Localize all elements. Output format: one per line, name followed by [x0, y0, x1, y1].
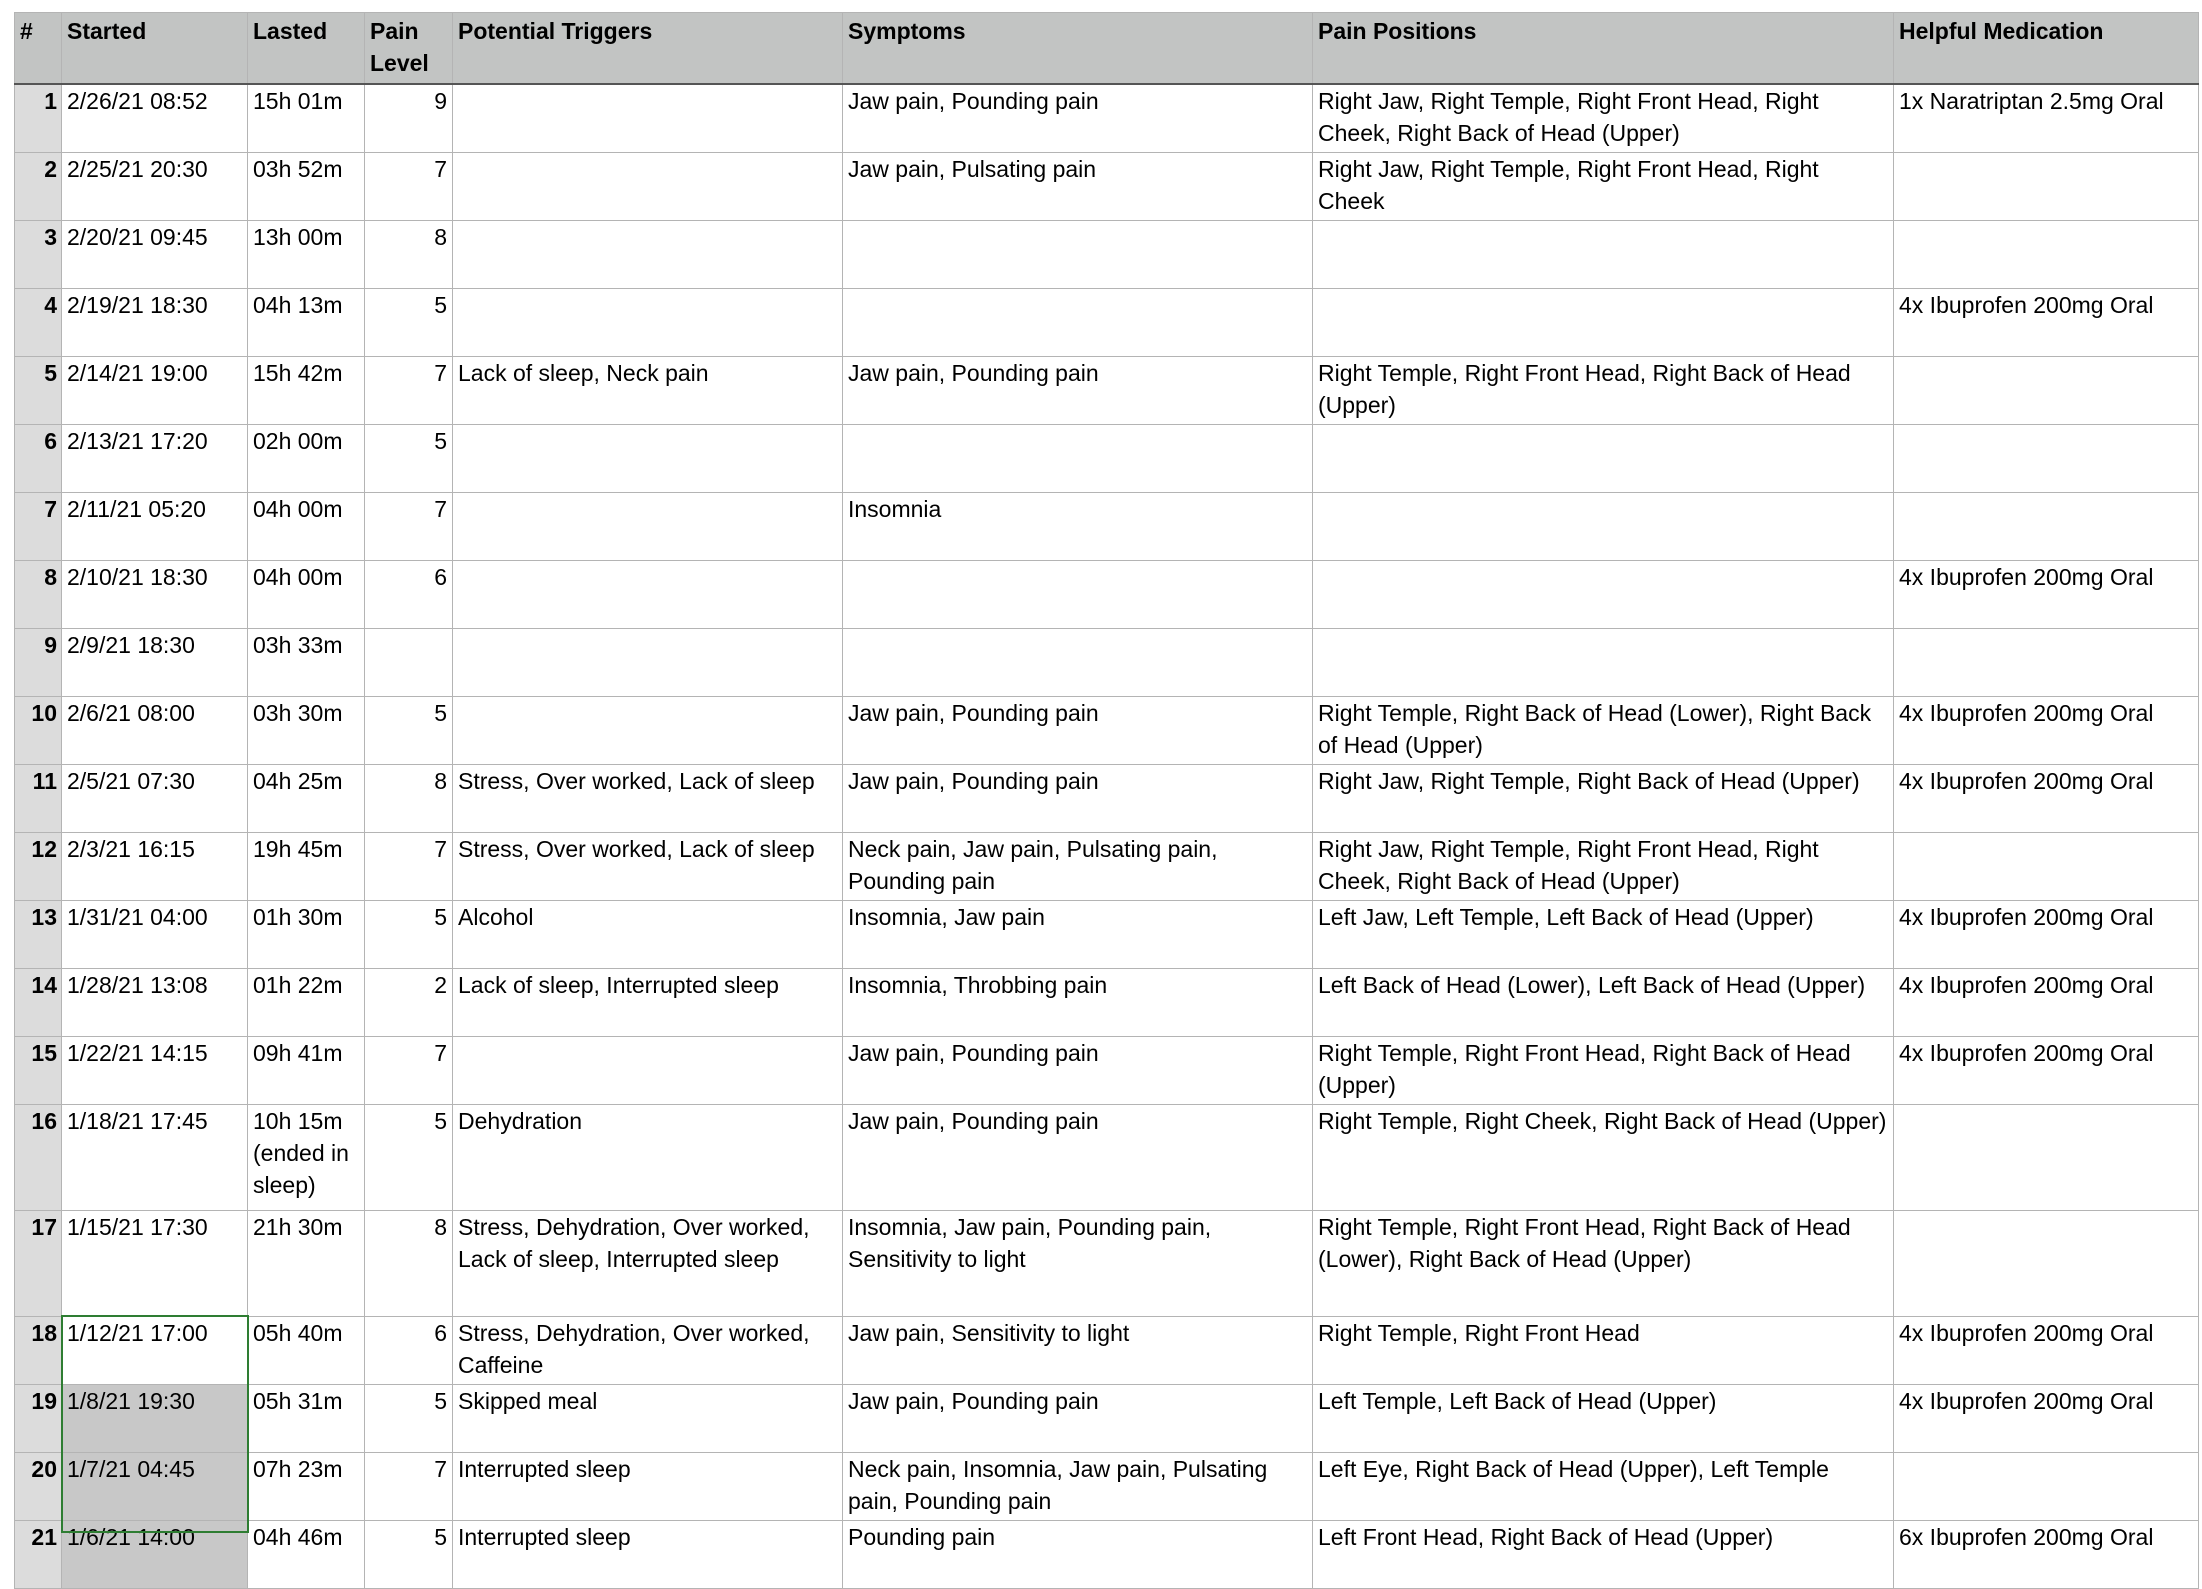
- medication-cell[interactable]: [1894, 832, 2199, 900]
- medication-cell[interactable]: 4x Ibuprofen 200mg Oral: [1894, 1036, 2199, 1104]
- medication-cell[interactable]: 6x Ibuprofen 200mg Oral: [1894, 1520, 2199, 1588]
- lasted-cell[interactable]: 09h 41m: [248, 1036, 365, 1104]
- row-number-cell[interactable]: 3: [15, 220, 62, 288]
- table-row[interactable]: [15, 560, 2199, 628]
- lasted-cell[interactable]: 03h 52m: [248, 152, 365, 220]
- column-header-potential-triggers[interactable]: Potential Triggers: [453, 13, 843, 85]
- pain-positions-cell[interactable]: [1313, 492, 1894, 560]
- started-cell[interactable]: 2/14/21 19:00: [62, 356, 248, 424]
- started-cell[interactable]: 1/18/21 17:45: [62, 1104, 248, 1210]
- row-number-cell[interactable]: 8: [15, 560, 62, 628]
- table-row[interactable]: [15, 424, 2199, 492]
- triggers-cell[interactable]: Dehydration: [453, 1104, 843, 1210]
- triggers-cell[interactable]: [453, 1036, 843, 1104]
- symptoms-cell[interactable]: [843, 560, 1313, 628]
- row-number-cell[interactable]: 18: [15, 1316, 62, 1384]
- pain-level-cell[interactable]: 5: [365, 1520, 453, 1588]
- pain-level-cell[interactable]: 5: [365, 1104, 453, 1210]
- medication-cell[interactable]: 4x Ibuprofen 200mg Oral: [1894, 560, 2199, 628]
- row-number-cell[interactable]: 4: [15, 288, 62, 356]
- pain-positions-cell[interactable]: Left Jaw, Left Temple, Left Back of Head (Upper): [1313, 900, 1894, 968]
- lasted-cell[interactable]: 19h 45m: [248, 832, 365, 900]
- started-cell[interactable]: 1/6/21 14:00: [62, 1520, 248, 1588]
- medication-cell[interactable]: 4x Ibuprofen 200mg Oral: [1894, 696, 2199, 764]
- started-cell[interactable]: 2/26/21 08:52: [62, 84, 248, 152]
- medication-cell[interactable]: 1x Naratriptan 2.5mg Oral: [1894, 84, 2199, 152]
- pain-level-cell[interactable]: 7: [365, 1452, 453, 1520]
- header-row: [15, 13, 2199, 85]
- lasted-cell[interactable]: 04h 00m: [248, 492, 365, 560]
- pain-level-cell[interactable]: 7: [365, 356, 453, 424]
- lasted-cell[interactable]: 04h 25m: [248, 764, 365, 832]
- table-row[interactable]: [15, 968, 2199, 1036]
- symptoms-cell[interactable]: Jaw pain, Sensitivity to light: [843, 1316, 1313, 1384]
- medication-cell[interactable]: [1894, 152, 2199, 220]
- started-cell[interactable]: 1/12/21 17:00: [62, 1316, 248, 1384]
- table-row[interactable]: [15, 1452, 2199, 1520]
- symptoms-cell[interactable]: [843, 220, 1313, 288]
- row-number-cell[interactable]: 9: [15, 628, 62, 696]
- started-cell[interactable]: 1/15/21 17:30: [62, 1210, 248, 1316]
- lasted-cell[interactable]: 01h 22m: [248, 968, 365, 1036]
- started-cell[interactable]: 2/6/21 08:00: [62, 696, 248, 764]
- symptoms-cell[interactable]: Jaw pain, Pounding pain: [843, 84, 1313, 152]
- table-row[interactable]: [15, 84, 2199, 152]
- triggers-cell[interactable]: [453, 152, 843, 220]
- triggers-cell[interactable]: [453, 628, 843, 696]
- started-cell[interactable]: 2/5/21 07:30: [62, 764, 248, 832]
- row-number-cell[interactable]: 21: [15, 1520, 62, 1588]
- pain-level-cell[interactable]: 5: [365, 1384, 453, 1452]
- medication-cell[interactable]: [1894, 628, 2199, 696]
- pain-level-cell[interactable]: 2: [365, 968, 453, 1036]
- symptoms-cell[interactable]: Insomnia, Jaw pain: [843, 900, 1313, 968]
- symptoms-cell[interactable]: Jaw pain, Pounding pain: [843, 356, 1313, 424]
- triggers-cell[interactable]: Stress, Over worked, Lack of sleep: [453, 832, 843, 900]
- started-cell[interactable]: 1/8/21 19:30: [62, 1384, 248, 1452]
- started-cell[interactable]: 2/10/21 18:30: [62, 560, 248, 628]
- triggers-cell[interactable]: [453, 560, 843, 628]
- lasted-cell[interactable]: 02h 00m: [248, 424, 365, 492]
- row-number-cell[interactable]: 12: [15, 832, 62, 900]
- triggers-cell[interactable]: Lack of sleep, Neck pain: [453, 356, 843, 424]
- medication-cell[interactable]: 4x Ibuprofen 200mg Oral: [1894, 288, 2199, 356]
- table-body: [15, 84, 2199, 1588]
- pain-positions-cell[interactable]: Right Jaw, Right Temple, Right Front Head, Right Cheek: [1313, 152, 1894, 220]
- table-row[interactable]: [15, 696, 2199, 764]
- row-number-cell[interactable]: 14: [15, 968, 62, 1036]
- triggers-cell[interactable]: [453, 84, 843, 152]
- pain-positions-cell[interactable]: [1313, 288, 1894, 356]
- column-header-started[interactable]: Started: [62, 13, 248, 85]
- triggers-cell[interactable]: [453, 696, 843, 764]
- symptoms-cell[interactable]: Jaw pain, Pounding pain: [843, 764, 1313, 832]
- table-row[interactable]: [15, 1210, 2199, 1316]
- started-cell[interactable]: 1/28/21 13:08: [62, 968, 248, 1036]
- symptoms-cell[interactable]: Pounding pain: [843, 1520, 1313, 1588]
- pain-positions-cell[interactable]: [1313, 424, 1894, 492]
- pain-positions-cell[interactable]: Right Temple, Right Front Head, Right Back of Head (Upper): [1313, 1036, 1894, 1104]
- started-cell[interactable]: 2/25/21 20:30: [62, 152, 248, 220]
- triggers-cell[interactable]: [453, 492, 843, 560]
- row-number-cell[interactable]: 15: [15, 1036, 62, 1104]
- started-cell[interactable]: 2/20/21 09:45: [62, 220, 248, 288]
- pain-level-cell[interactable]: 5: [365, 288, 453, 356]
- lasted-cell[interactable]: 21h 30m: [248, 1210, 365, 1316]
- spreadsheet-table: [14, 12, 2199, 1589]
- table-row[interactable]: [15, 900, 2199, 968]
- symptoms-cell[interactable]: Jaw pain, Pounding pain: [843, 1104, 1313, 1210]
- triggers-cell[interactable]: Lack of sleep, Interrupted sleep: [453, 968, 843, 1036]
- medication-cell[interactable]: [1894, 356, 2199, 424]
- started-cell[interactable]: 2/13/21 17:20: [62, 424, 248, 492]
- column-header-lasted[interactable]: Lasted: [248, 13, 365, 85]
- medication-cell[interactable]: [1894, 424, 2199, 492]
- row-number-cell[interactable]: 11: [15, 764, 62, 832]
- medication-cell[interactable]: [1894, 492, 2199, 560]
- table-row[interactable]: [15, 492, 2199, 560]
- row-number-cell[interactable]: 19: [15, 1384, 62, 1452]
- triggers-cell[interactable]: Alcohol: [453, 900, 843, 968]
- triggers-cell[interactable]: Interrupted sleep: [453, 1520, 843, 1588]
- medication-cell[interactable]: 4x Ibuprofen 200mg Oral: [1894, 900, 2199, 968]
- started-cell[interactable]: 1/31/21 04:00: [62, 900, 248, 968]
- column-header-symptoms[interactable]: Symptoms: [843, 13, 1313, 85]
- lasted-cell[interactable]: 03h 33m: [248, 628, 365, 696]
- symptoms-cell[interactable]: Insomnia: [843, 492, 1313, 560]
- lasted-cell[interactable]: 01h 30m: [248, 900, 365, 968]
- pain-positions-cell[interactable]: Right Temple, Right Front Head, Right Back of Head (Upper): [1313, 356, 1894, 424]
- table-row[interactable]: [15, 1104, 2199, 1210]
- lasted-cell[interactable]: 15h 01m: [248, 84, 365, 152]
- row-number-cell[interactable]: 5: [15, 356, 62, 424]
- lasted-cell[interactable]: 05h 31m: [248, 1384, 365, 1452]
- lasted-cell[interactable]: 03h 30m: [248, 696, 365, 764]
- medication-cell[interactable]: [1894, 1210, 2199, 1316]
- pain-positions-cell[interactable]: Right Temple, Right Back of Head (Lower), Right Back of Head (Upper): [1313, 696, 1894, 764]
- row-number-cell[interactable]: 1: [15, 84, 62, 152]
- pain-positions-cell[interactable]: Right Jaw, Right Temple, Right Front Head, Right Cheek, Right Back of Head (Upper): [1313, 84, 1894, 152]
- row-number-cell[interactable]: 10: [15, 696, 62, 764]
- symptoms-cell[interactable]: Jaw pain, Pounding pain: [843, 1036, 1313, 1104]
- row-number-cell[interactable]: 17: [15, 1210, 62, 1316]
- medication-cell[interactable]: 4x Ibuprofen 200mg Oral: [1894, 1316, 2199, 1384]
- pain-level-cell[interactable]: 6: [365, 1316, 453, 1384]
- column-header-pain-level[interactable]: Pain Level: [365, 13, 453, 85]
- triggers-cell[interactable]: Stress, Dehydration, Over worked, Caffeine: [453, 1316, 843, 1384]
- row-number-cell[interactable]: 16: [15, 1104, 62, 1210]
- pain-positions-cell[interactable]: Right Temple, Right Front Head, Right Back of Head (Lower), Right Back of Head (Upper): [1313, 1210, 1894, 1316]
- started-cell[interactable]: 1/7/21 04:45: [62, 1452, 248, 1520]
- pain-level-cell[interactable]: 8: [365, 1210, 453, 1316]
- pain-positions-cell[interactable]: Left Back of Head (Lower), Left Back of Head (Upper): [1313, 968, 1894, 1036]
- column-header-pain-positions[interactable]: Pain Positions: [1313, 13, 1894, 85]
- symptoms-cell[interactable]: Jaw pain, Pounding pain: [843, 696, 1313, 764]
- pain-positions-cell[interactable]: Left Temple, Left Back of Head (Upper): [1313, 1384, 1894, 1452]
- lasted-cell[interactable]: 05h 40m: [248, 1316, 365, 1384]
- pain-positions-cell[interactable]: Left Eye, Right Back of Head (Upper), Left Temple: [1313, 1452, 1894, 1520]
- row-number-cell[interactable]: 2: [15, 152, 62, 220]
- lasted-cell[interactable]: 04h 46m: [248, 1520, 365, 1588]
- started-cell[interactable]: 2/9/21 18:30: [62, 628, 248, 696]
- pain-level-cell[interactable]: 8: [365, 764, 453, 832]
- started-cell[interactable]: 2/11/21 05:20: [62, 492, 248, 560]
- pain-level-cell[interactable]: 6: [365, 560, 453, 628]
- pain-positions-cell[interactable]: [1313, 628, 1894, 696]
- table-row[interactable]: [15, 1520, 2199, 1588]
- pain-level-cell[interactable]: 5: [365, 696, 453, 764]
- symptoms-cell[interactable]: Neck pain, Insomnia, Jaw pain, Pulsating pain, Pounding pain: [843, 1452, 1313, 1520]
- medication-cell[interactable]: 4x Ibuprofen 200mg Oral: [1894, 764, 2199, 832]
- table-row[interactable]: [15, 288, 2199, 356]
- column-header-helpful-medication[interactable]: Helpful Medication: [1894, 13, 2199, 85]
- table-row[interactable]: [15, 832, 2199, 900]
- symptoms-cell[interactable]: Insomnia, Throbbing pain: [843, 968, 1313, 1036]
- started-cell[interactable]: 2/19/21 18:30: [62, 288, 248, 356]
- medication-cell[interactable]: [1894, 220, 2199, 288]
- symptoms-cell[interactable]: Neck pain, Jaw pain, Pulsating pain, Pounding pain: [843, 832, 1313, 900]
- row-number-cell[interactable]: 7: [15, 492, 62, 560]
- medication-cell[interactable]: [1894, 1452, 2199, 1520]
- row-number-cell[interactable]: 13: [15, 900, 62, 968]
- table-row[interactable]: [15, 764, 2199, 832]
- lasted-cell[interactable]: 10h 15m (ended in sleep): [248, 1104, 365, 1210]
- lasted-cell[interactable]: 13h 00m: [248, 220, 365, 288]
- lasted-cell[interactable]: 04h 13m: [248, 288, 365, 356]
- lasted-cell[interactable]: 15h 42m: [248, 356, 365, 424]
- pain-level-cell[interactable]: 8: [365, 220, 453, 288]
- table-row[interactable]: [15, 1384, 2199, 1452]
- table-row[interactable]: [15, 1316, 2199, 1384]
- pain-level-cell[interactable]: [365, 628, 453, 696]
- pain-positions-cell[interactable]: Right Jaw, Right Temple, Right Front Head, Right Cheek, Right Back of Head (Upper): [1313, 832, 1894, 900]
- table-row[interactable]: [15, 628, 2199, 696]
- row-number-cell[interactable]: 20: [15, 1452, 62, 1520]
- pain-level-cell[interactable]: 5: [365, 900, 453, 968]
- triggers-cell[interactable]: Skipped meal: [453, 1384, 843, 1452]
- medication-cell[interactable]: [1894, 1104, 2199, 1210]
- symptoms-cell[interactable]: Insomnia, Jaw pain, Pounding pain, Sensitivity to light: [843, 1210, 1313, 1316]
- table-row[interactable]: [15, 356, 2199, 424]
- pain-level-cell[interactable]: 5: [365, 424, 453, 492]
- triggers-cell[interactable]: [453, 220, 843, 288]
- table-row[interactable]: [15, 152, 2199, 220]
- symptoms-cell[interactable]: [843, 424, 1313, 492]
- triggers-cell[interactable]: Interrupted sleep: [453, 1452, 843, 1520]
- pain-positions-cell[interactable]: Left Front Head, Right Back of Head (Upper): [1313, 1520, 1894, 1588]
- symptoms-cell[interactable]: [843, 628, 1313, 696]
- symptoms-cell[interactable]: [843, 288, 1313, 356]
- started-cell[interactable]: 2/3/21 16:15: [62, 832, 248, 900]
- lasted-cell[interactable]: 07h 23m: [248, 1452, 365, 1520]
- pain-positions-cell[interactable]: Right Temple, Right Front Head: [1313, 1316, 1894, 1384]
- table-row[interactable]: [15, 220, 2199, 288]
- medication-cell[interactable]: 4x Ibuprofen 200mg Oral: [1894, 968, 2199, 1036]
- triggers-cell[interactable]: Stress, Dehydration, Over worked, Lack of sleep, Interrupted sleep: [453, 1210, 843, 1316]
- pain-level-cell[interactable]: 7: [365, 1036, 453, 1104]
- pain-level-cell[interactable]: 9: [365, 84, 453, 152]
- pain-positions-cell[interactable]: [1313, 220, 1894, 288]
- symptoms-cell[interactable]: Jaw pain, Pulsating pain: [843, 152, 1313, 220]
- triggers-cell[interactable]: [453, 288, 843, 356]
- pain-level-cell[interactable]: 7: [365, 832, 453, 900]
- row-number-cell[interactable]: 6: [15, 424, 62, 492]
- pain-level-cell[interactable]: 7: [365, 492, 453, 560]
- triggers-cell[interactable]: Stress, Over worked, Lack of sleep: [453, 764, 843, 832]
- table-row[interactable]: [15, 1036, 2199, 1104]
- started-cell[interactable]: 1/22/21 14:15: [62, 1036, 248, 1104]
- pain-positions-cell[interactable]: Right Jaw, Right Temple, Right Back of Head (Upper): [1313, 764, 1894, 832]
- symptoms-cell[interactable]: Jaw pain, Pounding pain: [843, 1384, 1313, 1452]
- triggers-cell[interactable]: [453, 424, 843, 492]
- pain-positions-cell[interactable]: [1313, 560, 1894, 628]
- lasted-cell[interactable]: 04h 00m: [248, 560, 365, 628]
- pain-level-cell[interactable]: 7: [365, 152, 453, 220]
- pain-positions-cell[interactable]: Right Temple, Right Cheek, Right Back of Head (Upper): [1313, 1104, 1894, 1210]
- column-header-number[interactable]: #: [15, 13, 62, 85]
- medication-cell[interactable]: 4x Ibuprofen 200mg Oral: [1894, 1384, 2199, 1452]
